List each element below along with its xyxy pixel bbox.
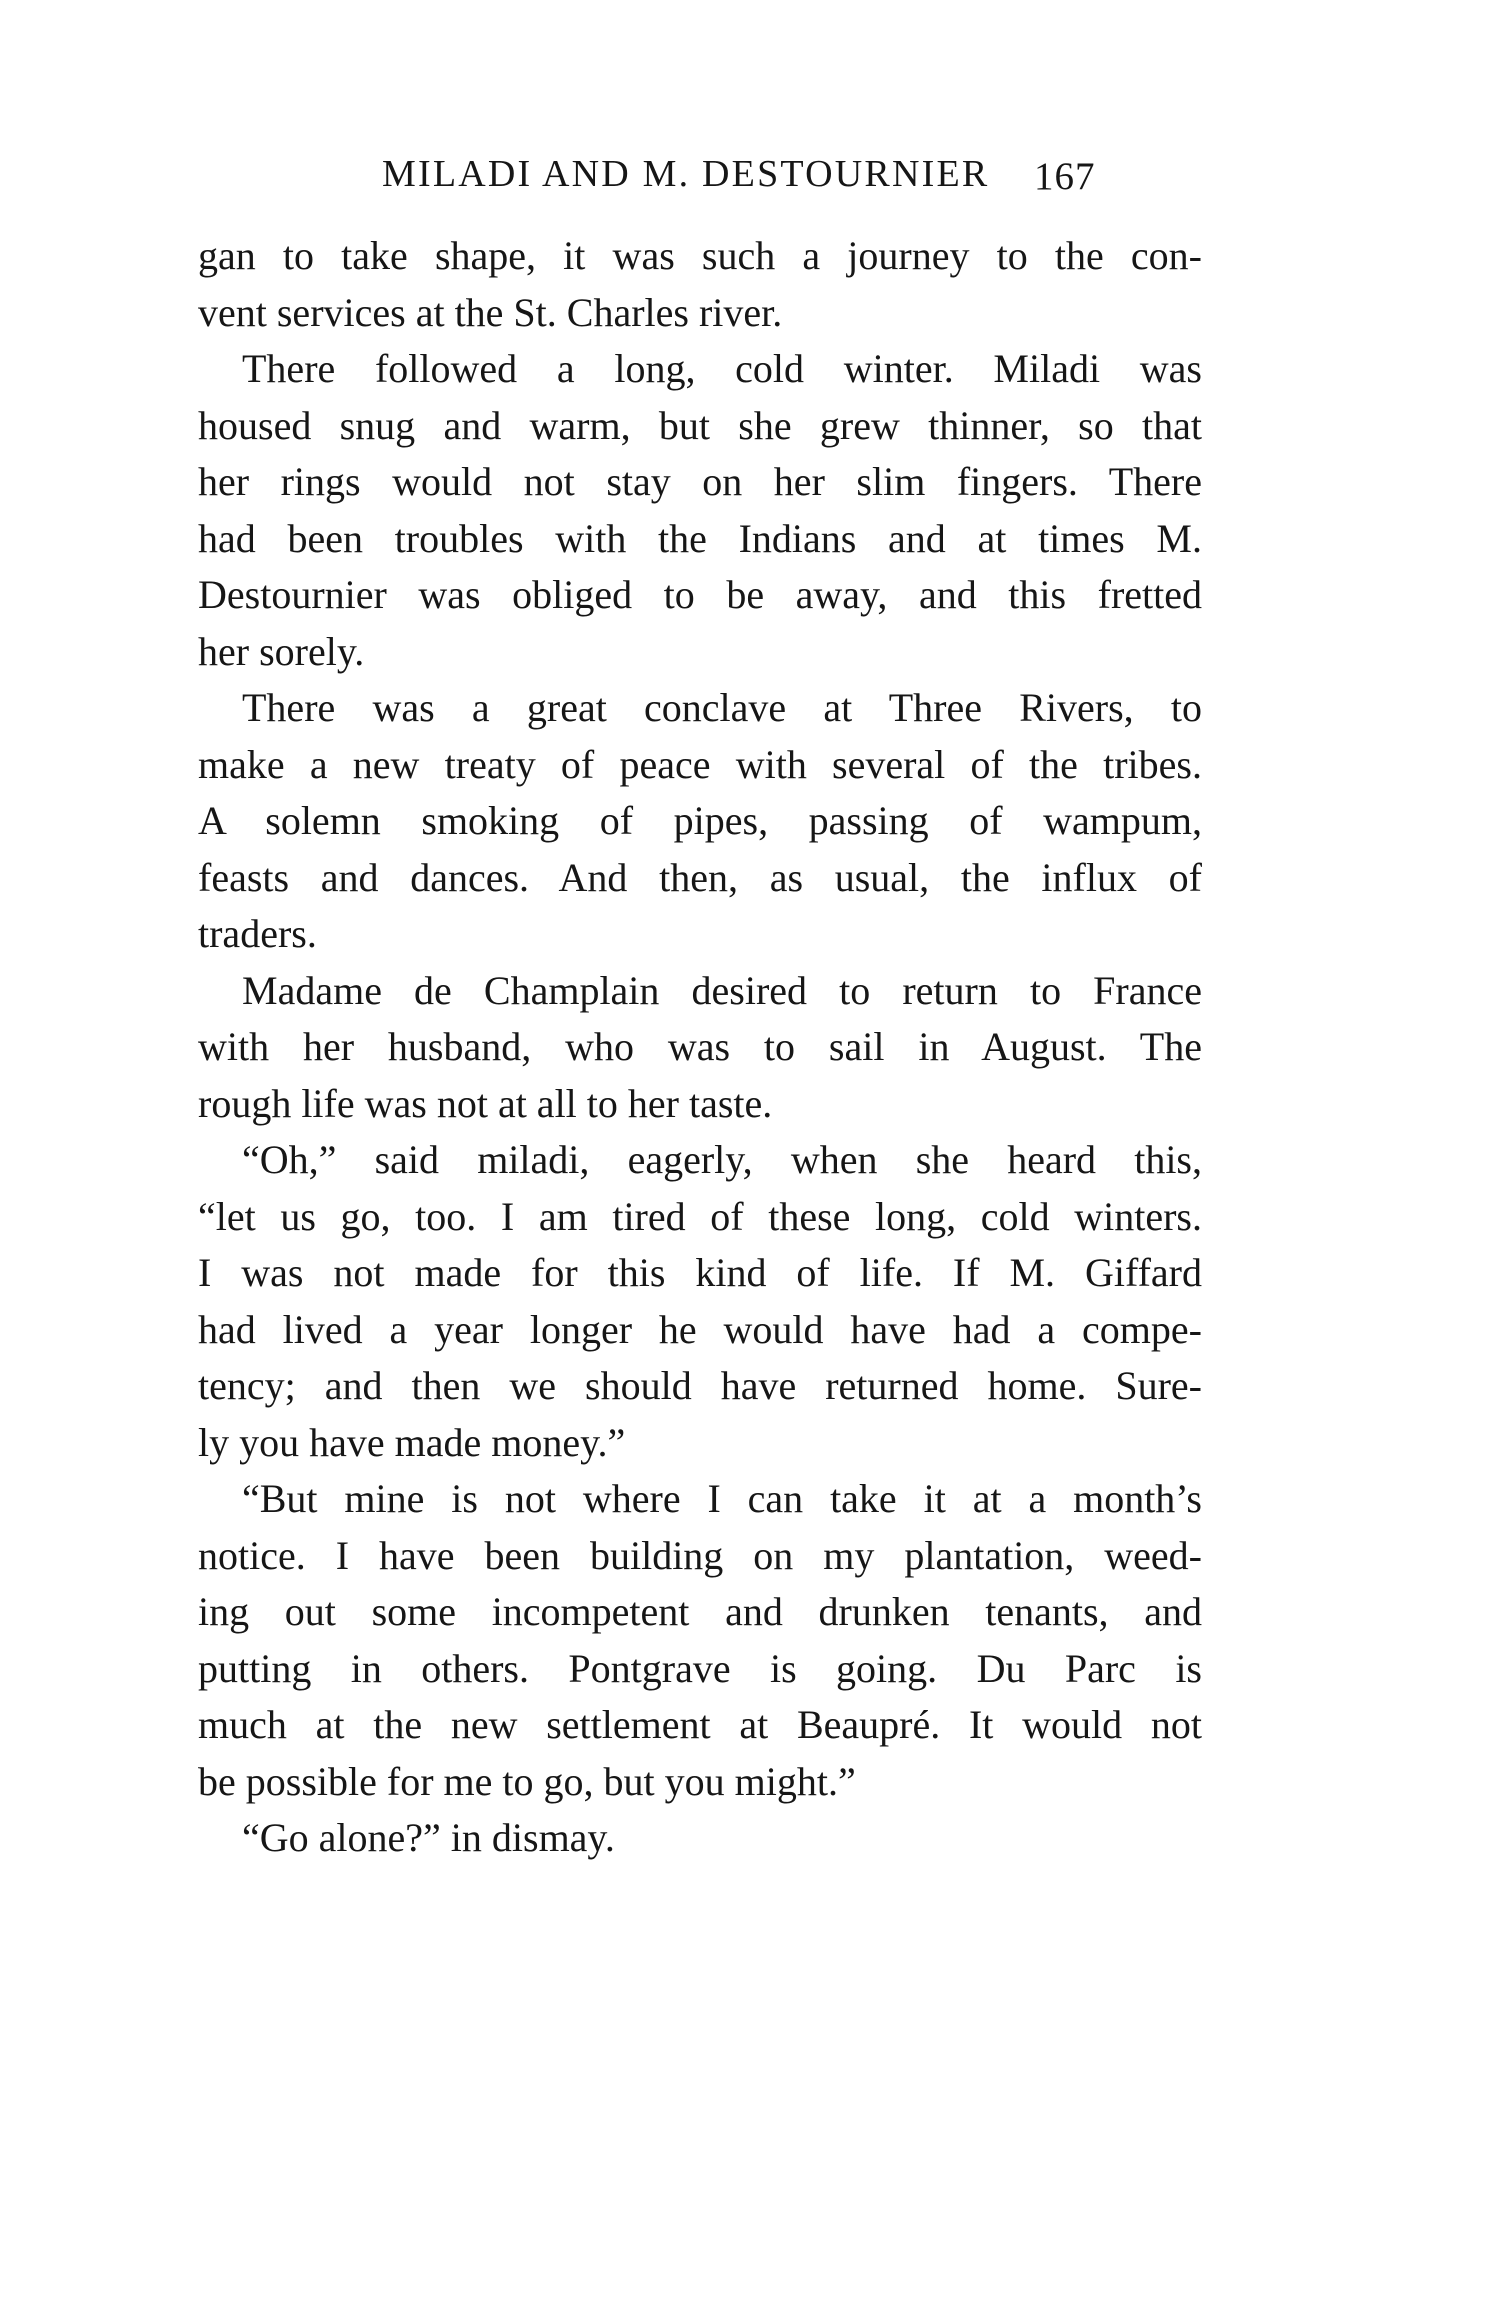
text-line: A solemn smoking of pipes, passing of wampum, <box>198 798 1202 843</box>
text-line: gan to take shape, it was such a journey to the con- <box>198 233 1202 278</box>
text-line: “Oh,” said miladi, eagerly, when she heard this, <box>242 1137 1202 1182</box>
text-line: Madame de Champlain desired to return to France <box>242 967 1202 1013</box>
text-line: tency; and then we should have returned home. Sure- <box>198 1363 1202 1408</box>
text-line: putting in others. Pontgrave is going. Du Parc is <box>198 1645 1202 1691</box>
text-line: feasts and dances. And then, as usual, the influx of <box>198 854 1202 900</box>
text-line: rough life was not at all to her taste. <box>198 1080 773 1126</box>
text-line: “let us go, too. I am tired of these long, cold winters. <box>198 1193 1202 1239</box>
text-line: vent services at the St. Charles river. <box>198 289 783 335</box>
page-number: 167 <box>1034 155 1096 198</box>
text-line: make a new treaty of peace with several of the tribes. <box>198 741 1202 787</box>
text-line: had been troubles with the Indians and at times M. <box>198 515 1202 561</box>
text-line: notice. I have been building on my plantation, weed- <box>198 1532 1202 1578</box>
text-line: “But mine is not where I can take it at a month’s <box>242 1476 1202 1521</box>
running-head <box>198 152 1198 212</box>
text-line: much at the new settlement at Beaupré. It would not <box>198 1702 1202 1747</box>
text-line: her sorely. <box>198 628 365 674</box>
text-line: Destournier was obliged to be away, and this fretted <box>198 572 1202 617</box>
text-line: ly you have made money.” <box>198 1419 626 1465</box>
text-line: traders. <box>198 911 317 956</box>
text-line: her rings would not stay on her slim fingers. There <box>198 459 1202 504</box>
text-line: There was a great conclave at Three Rivers, to <box>242 685 1202 730</box>
text-line: There followed a long, cold winter. Miladi was <box>242 346 1202 391</box>
text-line: with her husband, who was to sail in August. The <box>198 1024 1202 1069</box>
text-line: housed snug and warm, but she grew thinner, so that <box>198 402 1202 448</box>
text-line: I was not made for this kind of life. If M. Giffard <box>198 1250 1202 1295</box>
body-text <box>198 228 1202 1867</box>
text-line: be possible for me to go, but you might.” <box>198 1758 856 1804</box>
text-line: “Go alone?” in dismay. <box>242 1815 615 1860</box>
text-line: ing out some incompetent and drunken tenants, and <box>198 1589 1202 1634</box>
running-title: MILADI AND M. DESTOURNIER <box>382 153 990 195</box>
text-line: had lived a year longer he would have had a compe- <box>198 1306 1202 1352</box>
